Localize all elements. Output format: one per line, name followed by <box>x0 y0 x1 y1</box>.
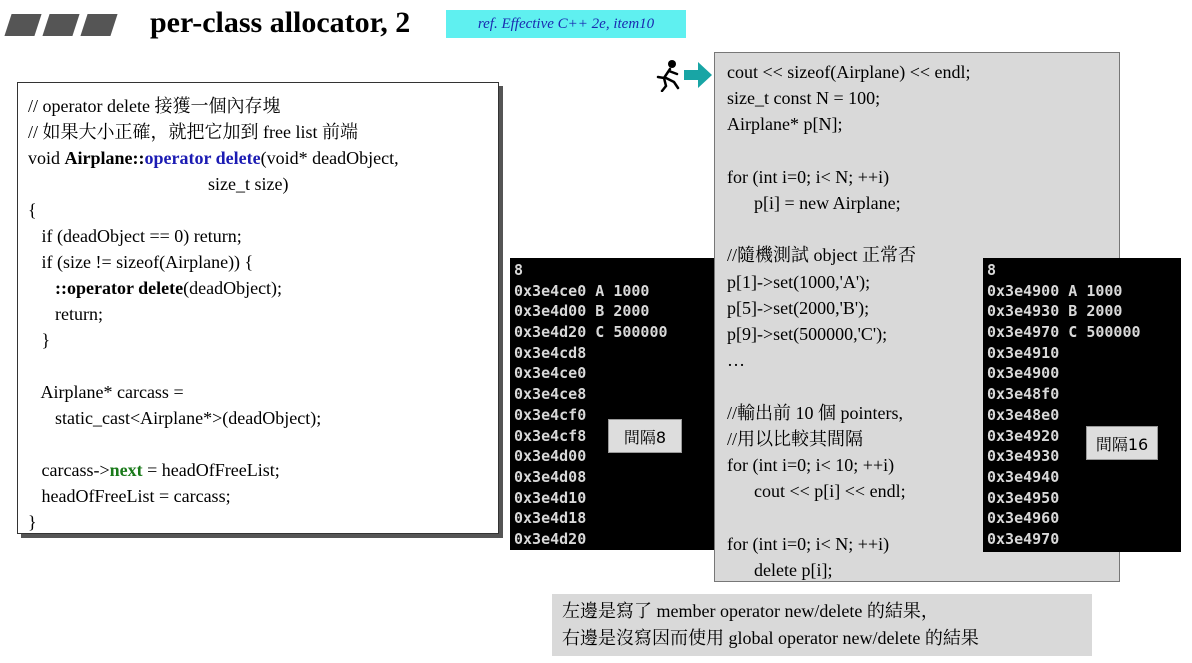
code-line: for (int i=0; i< N; ++i) <box>727 533 890 554</box>
console-line: 0x3e4cf8 <box>514 426 587 445</box>
console-line: 0x3e4d08 <box>514 467 587 486</box>
code-token: } <box>28 512 37 532</box>
code-token <box>28 278 55 298</box>
code-token: // 如果大小正確，就把它加到 free list 前端 <box>28 122 358 142</box>
code-token: carcass-> <box>28 460 110 480</box>
console-line: 0x3e4960 <box>987 509 1060 528</box>
console-line: 0x3e4900 A 1000 <box>987 281 1123 300</box>
code-token: operator delete <box>144 148 261 168</box>
code-line <box>28 275 282 301</box>
console-line: 0x3e4970 C 500000 <box>987 323 1141 342</box>
code-token: (void* deadObject, <box>260 148 399 168</box>
console-line: 0x3e4d10 <box>514 488 587 507</box>
code-token: static_cast<Airplane*>(deadObject); <box>28 408 322 428</box>
code-line <box>28 223 242 249</box>
console-line: 0x3e4970 <box>987 529 1060 548</box>
console-line: 8 <box>987 261 997 279</box>
code-token: Airplane:: <box>64 148 145 168</box>
console-line: 0x3e4930 <box>987 447 1060 466</box>
console-line: 0x3e4ce0 <box>514 364 587 383</box>
code-line: size_t const N = 100; <box>727 88 881 109</box>
code-line: //輸出前 10 個 pointers, <box>727 402 903 423</box>
code-token: size_t size) <box>28 174 289 194</box>
console-line: 0x3e48f0 <box>987 385 1060 404</box>
title-bar-block-1 <box>4 14 41 36</box>
code-line <box>28 405 321 431</box>
console-line: 0x3e4ce0 A 1000 <box>514 281 650 300</box>
code-line <box>28 509 37 535</box>
code-token: // operator delete 接獲一個內存塊 <box>28 96 281 116</box>
reference-label: ref. Effective C++ 2e, item10 <box>446 10 686 38</box>
code-line <box>28 93 280 119</box>
console-output-global-allocator <box>983 258 1181 552</box>
console-line: 0x3e4950 <box>987 488 1060 507</box>
code-token: next <box>109 460 143 480</box>
code-line: delete p[i]; <box>727 559 833 580</box>
console-line: 0x3e4d18 <box>514 509 587 528</box>
code-token: = headOfFreeList; <box>142 460 280 480</box>
code-line <box>28 483 231 509</box>
code-token: void <box>28 148 65 168</box>
console-line: 0x3e4d20 <box>514 529 587 548</box>
interval-16-label: 間隔16 <box>1086 426 1158 460</box>
title-bar-block-2 <box>42 14 79 36</box>
slide-title: per-class allocator, 2 <box>150 6 411 39</box>
code-line <box>28 327 50 353</box>
note-line-2: 右邊是沒寫因而使用 global operator new/delete 的結果 <box>562 628 979 648</box>
code-token: (deadObject); <box>183 278 283 298</box>
code-token: ::operator delete <box>55 278 184 298</box>
console-line: 0x3e4910 <box>987 343 1060 362</box>
code-line: for (int i=0; i< N; ++i) <box>727 166 890 187</box>
code-line <box>28 379 184 405</box>
code-token: } <box>28 330 51 350</box>
code-line <box>28 249 253 275</box>
code-line: //隨機測試 object 正常否 <box>727 245 916 266</box>
code-line: //用以比較其間隔 <box>727 428 864 449</box>
console-line: 0x3e4d00 B 2000 <box>514 302 650 321</box>
note-line-1: 左邊是寫了 member operator new/delete 的結果， <box>562 601 939 621</box>
code-line <box>28 171 288 197</box>
console-line: 0x3e4940 <box>987 467 1060 486</box>
console-line: 0x3e4cd8 <box>514 343 587 362</box>
runner-icon <box>652 58 684 92</box>
title-bar-block-3 <box>80 14 117 36</box>
code-line: p[1]->set(1000,'A'); <box>727 271 871 292</box>
code-line <box>28 457 280 483</box>
code-token: if (size != sizeof(Airplane)) { <box>28 252 254 272</box>
console-line: 0x3e4900 <box>987 364 1060 383</box>
code-line <box>28 197 37 223</box>
code-line: p[9]->set(500000,'C'); <box>727 324 888 344</box>
code-line <box>28 119 358 145</box>
console-line: 0x3e4d20 C 500000 <box>514 323 668 342</box>
console-line: 0x3e4d00 <box>514 447 587 466</box>
code-line: p[i] = new Airplane; <box>727 193 901 213</box>
code-line <box>28 301 103 327</box>
console-output-member-allocator <box>510 258 716 550</box>
code-line: … <box>727 350 745 371</box>
code-token: Airplane* carcass = <box>28 382 184 402</box>
operator-delete-code-panel <box>17 82 499 534</box>
code-line: p[5]->set(2000,'B'); <box>727 297 870 318</box>
code-line: cout << p[i] << endl; <box>727 481 906 502</box>
code-token: { <box>28 200 37 220</box>
console-line: 8 <box>514 261 524 279</box>
console-line: 0x3e4930 B 2000 <box>987 302 1123 321</box>
arrow-right-icon <box>684 62 712 88</box>
interval-8-label: 間隔8 <box>608 419 682 453</box>
code-line: cout << sizeof(Airplane) << endl; <box>727 62 971 82</box>
code-token: if (deadObject == 0) return; <box>28 226 242 246</box>
code-token: headOfFreeList = carcass; <box>28 486 231 506</box>
console-line: 0x3e48e0 <box>987 405 1060 424</box>
code-line: for (int i=0; i< 10; ++i) <box>727 455 895 475</box>
console-line: 0x3e4ce8 <box>514 385 587 404</box>
code-token: return; <box>28 304 103 324</box>
result-comparison-note <box>552 594 1092 656</box>
console-line: 0x3e4cf0 <box>514 405 587 424</box>
code-line <box>28 145 399 171</box>
console-line: 0x3e4920 <box>987 426 1060 445</box>
code-line: Airplane* p[N]; <box>727 114 843 135</box>
